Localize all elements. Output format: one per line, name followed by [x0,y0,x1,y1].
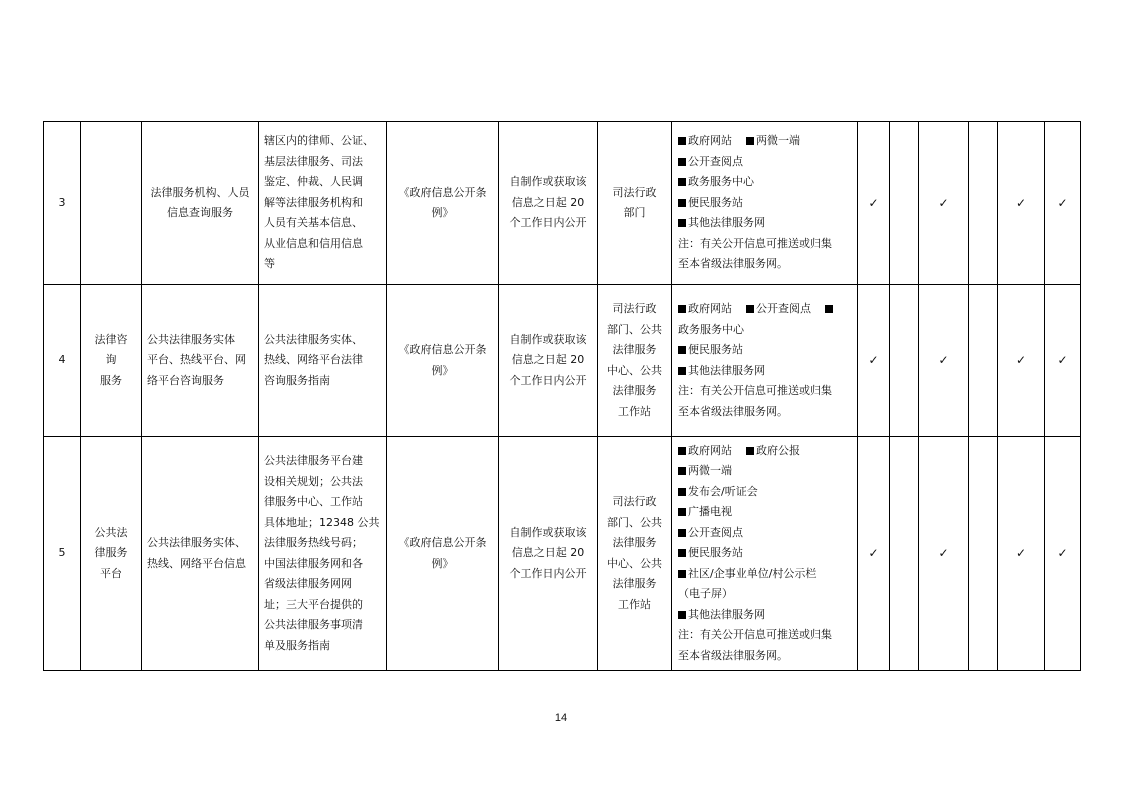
channel-line [678,482,851,503]
category-cell [81,122,142,285]
channel-line: 至本省级法律服务网。 [678,404,788,418]
check-mark [969,285,998,437]
subject-cell [598,437,672,671]
table-row [44,437,1081,671]
check-mark [969,122,998,285]
channel-label: 公开查阅点 [688,154,743,168]
square-bullet-icon [678,529,686,537]
channels-cell [672,285,858,437]
basis-cell [387,285,499,437]
disclosure-table [43,121,1081,671]
channel-label: 政府网站 [688,443,732,457]
square-bullet-icon [678,447,686,455]
channel-line: 注：有关公开信息可推送或归集 [678,628,832,642]
basis-text: 《政府信息公开条 例》 [398,343,487,377]
channel-line: 注：有关公开信息可推送或归集 [678,384,832,397]
check-mark [969,437,998,671]
channel-label: 便民服务站 [688,195,743,209]
item-text: 公共法律服务实体、 热线、网络平台信息 [147,536,246,570]
channel-line [678,523,851,544]
channel-line: 至本省级法律服务网。 [678,257,788,271]
subject-text: 司法行政 部门 [612,185,657,219]
content-cell [259,122,387,285]
category-text: 公共法 律服务 平台 [94,525,128,580]
content-cell [259,437,387,671]
square-bullet-icon [678,346,686,354]
check-mark: ✓ [998,122,1045,285]
square-bullet-icon [678,305,686,313]
channel-label: 便民服务站 [688,546,743,560]
content-text: 公共法律服务实体、 热线、网络平台法律 咨询服务指南 [264,332,363,387]
item-text: 法律服务机构、人员 信息查询服务 [150,185,250,219]
channel-label: 发布会/听证会 [688,484,758,498]
channel-line [678,213,851,234]
check-mark: ✓ [1045,437,1081,671]
channel-label: 两微一端 [756,134,800,148]
channel-label: 社区/企事业单位/村公示栏 [688,566,817,580]
channel-label: 其他法律服务网 [688,216,765,230]
channel-line [678,441,851,462]
square-bullet-icon [746,137,754,145]
subject-cell [598,122,672,285]
item-text: 公共法律服务实体 平台、热线平台、网 络平台咨询服务 [147,332,246,387]
basis-cell [387,437,499,671]
table-row [44,285,1081,437]
check-mark: ✓ [919,122,969,285]
channel-label: 广播电视 [688,505,732,519]
channel-line: 政务服务中心 [678,322,744,336]
channel-line [678,131,851,152]
channel-line [678,361,851,382]
subject-text: 司法行政 部门、公共 法律服务 中心、公共 法律服务 工作站 [607,495,662,611]
check-mark: ✓ [919,437,969,671]
square-bullet-icon [825,305,833,313]
channels-cell [672,122,858,285]
square-bullet-icon [678,158,686,166]
channel-line [678,193,851,214]
check-mark: ✓ [858,285,890,437]
square-bullet-icon [678,219,686,227]
channel-label: 公开查阅点 [756,302,811,315]
time-limit-cell [499,285,598,437]
square-bullet-icon [678,137,686,145]
check-mark [890,122,919,285]
time-limit-text: 自制作或获取该 信息之日起 20 个工作日内公开 [509,525,587,580]
square-bullet-icon [678,488,686,496]
channel-line [678,605,851,626]
check-mark: ✓ [919,285,969,437]
square-bullet-icon [678,467,686,475]
content-text: 辖区内的律师、公证、 基层法律服务、司法 鉴定、仲裁、人民调 解等法律服务机构和 人员有关基本信息、 从业信息和信用信息 等 [264,134,374,271]
square-bullet-icon [746,447,754,455]
channel-line: （电子屏） [678,587,733,601]
check-mark: ✓ [858,122,890,285]
channel-line [678,461,851,482]
time-limit-text: 自制作或获取该 信息之日起 20 个工作日内公开 [509,175,587,230]
channel-label: 政府公报 [756,443,800,457]
basis-text: 《政府信息公开条 例》 [398,536,487,570]
channel-label: 政府网站 [688,302,732,315]
square-bullet-icon [678,549,686,557]
channel-label: 政府网站 [688,134,732,148]
channel-label: 政务服务中心 [688,175,754,189]
content-cell [259,285,387,437]
channel-line [678,543,851,564]
square-bullet-icon [678,367,686,375]
subject-cell [598,285,672,437]
channel-label: 公开查阅点 [688,525,743,539]
basis-cell [387,122,499,285]
check-mark: ✓ [1045,285,1081,437]
channel-line [678,299,851,320]
basis-text: 《政府信息公开条 例》 [398,185,487,219]
time-limit-cell [499,122,598,285]
check-mark: ✓ [998,437,1045,671]
check-mark [890,437,919,671]
time-limit-text: 自制作或获取该 信息之日起 20 个工作日内公开 [509,332,587,387]
row-number: 4 [44,285,81,437]
item-cell [142,122,259,285]
row-number: 3 [44,122,81,285]
channel-line [678,564,851,585]
channel-label: 其他法律服务网 [688,363,765,377]
channel-line: 至本省级法律服务网。 [678,648,788,662]
channels-cell [672,437,858,671]
content-text: 公共法律服务平台建 设相关规划；公共法 律服务中心、工作站 具体地址；12348 公共 法律服务热线号码； 中国法律服务网和各 省级法律服务网网 址；三大平台提供的 公共法律服务事项清 单及服务指南 [264,454,380,652]
table-body [44,122,1081,671]
channel-label: 两微一端 [688,464,732,478]
item-cell [142,285,259,437]
check-mark: ✓ [858,437,890,671]
check-mark [890,285,919,437]
category-cell [81,437,142,671]
subject-text: 司法行政 部门、公共 法律服务 中心、公共 法律服务 工作站 [607,302,662,418]
square-bullet-icon [678,199,686,207]
check-mark: ✓ [1045,122,1081,285]
time-limit-cell [499,437,598,671]
channel-line [678,152,851,173]
square-bullet-icon [678,611,686,619]
row-number: 5 [44,437,81,671]
channel-line: 注：有关公开信息可推送或归集 [678,236,832,250]
page-number: 14 [554,712,568,724]
channel-line [678,502,851,523]
category-cell [81,285,142,437]
item-cell [142,437,259,671]
channel-label: 其他法律服务网 [688,607,765,621]
square-bullet-icon [746,305,754,313]
channel-line [678,172,851,193]
table-row [44,122,1081,285]
category-text: 法律咨 询 服务 [94,332,128,387]
square-bullet-icon [678,178,686,186]
square-bullet-icon [678,570,686,578]
channel-label: 便民服务站 [688,343,743,356]
check-mark: ✓ [998,285,1045,437]
square-bullet-icon [678,508,686,516]
channel-line [678,340,851,361]
